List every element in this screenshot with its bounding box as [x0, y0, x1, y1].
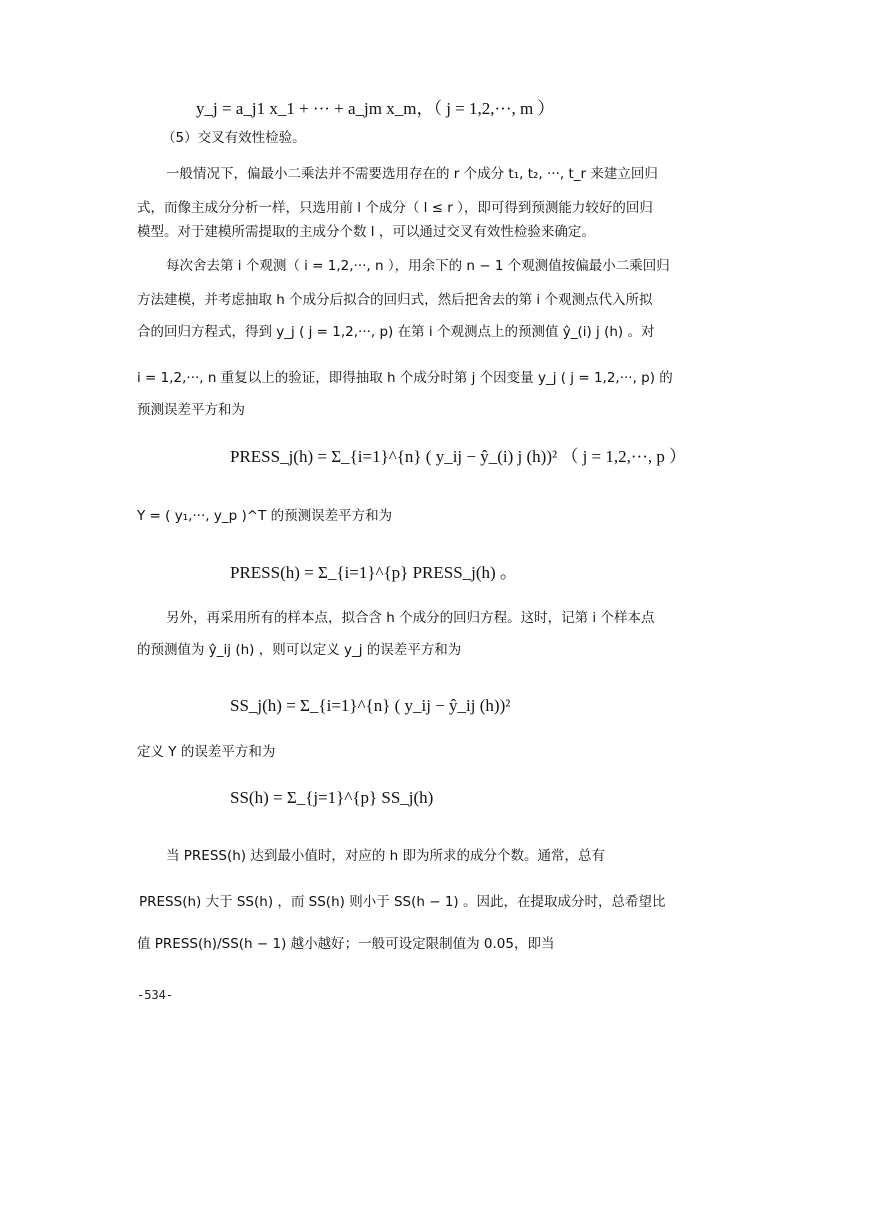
paragraph-1-line-3 [137, 222, 717, 242]
text-line: 定义 Y 的误差平方和为 [137, 744, 276, 760]
equation-press-j [230, 442, 686, 467]
paragraph-1-line-1 [166, 164, 746, 184]
paragraph-4-line-2 [137, 640, 717, 660]
paragraph-2-line-2 [137, 290, 717, 310]
text-line: 式，而像主成分分析一样，只选用前 l 个成分（ l ≤ r ），即可得到预测能力较好的回归 [137, 200, 653, 216]
equation-ss [230, 788, 433, 808]
equation-ss-text: SS(h) = Σ_{j=1}^{p} SS_j(h) [230, 788, 434, 807]
text-line: Y = ( y₁,···, y_p )^T 的预测误差平方和为 [137, 508, 393, 524]
text-line: 方法建模，并考虑抽取 h 个成分后拟合的回归式，然后把舍去的第 i 个观测点代入所拟 [137, 292, 653, 308]
text-line: PRESS(h) 大于 SS(h) ，而 SS(h) 则小于 SS(h − 1) 。因此，在提取成分时，总希望比 [139, 894, 666, 910]
section-heading-text: （5）交叉有效性检验。 [162, 130, 306, 146]
equation-press-j-text: PRESS_j(h) = Σ_{i=1}^{n} ( y_ij − ŷ_(i) j (h))² （ j = 1,2,···, p ） [230, 447, 687, 466]
paragraph-6-line-3 [137, 934, 717, 954]
equation-press [230, 558, 517, 583]
equation-top-text: y_j = a_j1 x_1 + ··· + a_jm x_m，（ j = 1,2,···, m ） [196, 99, 555, 118]
equation-ss-j [230, 696, 510, 716]
equation-top [196, 94, 554, 119]
text-line: 每次舍去第 i 个观测（ i = 1,2,···, n ），用余下的 n − 1 个观测值按偏最小二乘回归 [166, 258, 670, 274]
text-line: 的预测值为 ŷ_ij (h) ，则可以定义 y_j 的误差平方和为 [137, 642, 462, 658]
text-line: 一般情况下，偏最小二乘法并不需要选用存在的 r 个成分 t₁, t₂, ···, t_r 来建立回归 [166, 166, 658, 182]
equation-ss-j-text: SS_j(h) = Σ_{i=1}^{n} ( y_ij − ŷ_ij (h))² [230, 696, 511, 715]
paragraph-2-line-5 [137, 400, 717, 420]
text-line: 值 PRESS(h)/SS(h − 1) 越小越好；一般可设定限制值为 0.05，即当 [137, 936, 555, 952]
page-number: -534- [137, 988, 174, 1002]
paragraph-6-line-2 [139, 892, 719, 912]
text-line: 预测误差平方和为 [137, 402, 245, 418]
paragraph-2-line-3 [137, 322, 717, 342]
paragraph-4-line-1 [166, 608, 746, 628]
paragraph-2-line-1 [166, 256, 746, 276]
text-line: 模型。对于建模所需提取的主成分个数 l ，可以通过交叉有效性检验来确定。 [137, 224, 595, 240]
paragraph-5 [137, 742, 717, 762]
paragraph-2-line-4 [137, 368, 717, 388]
text-line: 另外，再采用所有的样本点，拟合含 h 个成分的回归方程。这时，记第 i 个样本点 [166, 610, 655, 626]
section-heading-5 [162, 128, 742, 148]
paragraph-3 [137, 506, 717, 526]
equation-press-text: PRESS(h) = Σ_{i=1}^{p} PRESS_j(h) 。 [230, 563, 517, 582]
paragraph-1-line-2 [137, 198, 717, 218]
paragraph-6-line-1 [166, 846, 746, 866]
text-line: 合的回归方程式，得到 y_j ( j = 1,2,···, p) 在第 i 个观测点上的预测值 ŷ_(i) j (h) 。对 [137, 324, 655, 340]
text-line: i = 1,2,···, n 重复以上的验证，即得抽取 h 个成分时第 j 个因变量 y_j ( j = 1,2,···, p) 的 [137, 370, 673, 386]
text-line: 当 PRESS(h) 达到最小值时，对应的 h 即为所求的成分个数。通常，总有 [166, 848, 605, 864]
